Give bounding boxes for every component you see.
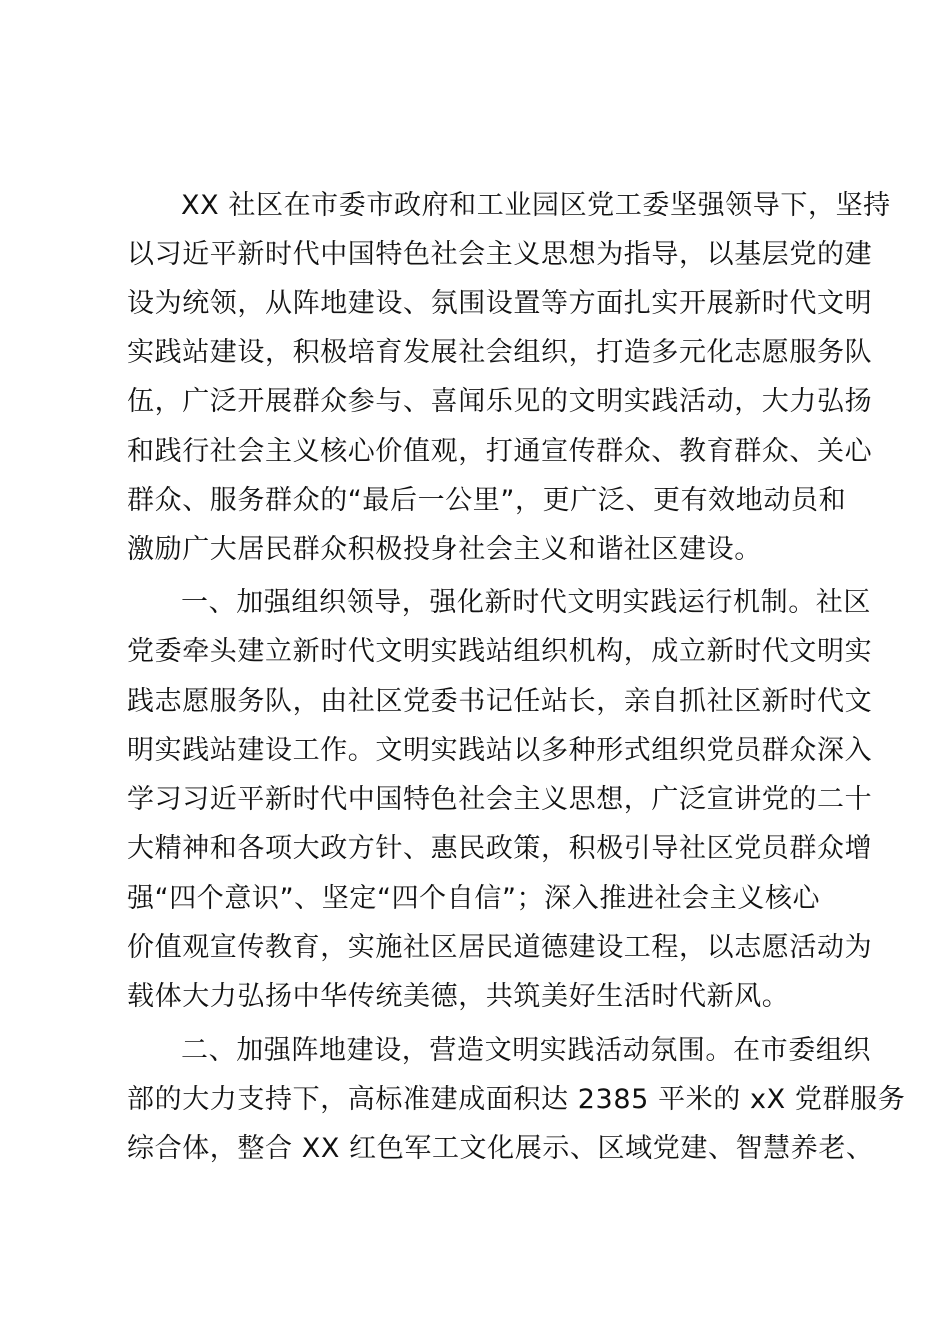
paragraph-1-line-3: 设为统领，从阵地建设、氛围设置等方面扎实开展新时代文明	[127, 288, 873, 319]
paragraph-1-line-8: 激励广大居民群众积极投身社会主义和谐社区建设。	[127, 534, 762, 565]
paragraph-1-line-4: 实践站建设，积极培育发展社会组织，打造多元化志愿服务队	[127, 337, 873, 368]
paragraph-2-line-7: 强“四个意识”、坚定“四个自信”；深入推进社会主义核心	[127, 883, 821, 914]
paragraph-1-line-2: 以习近平新时代中国特色社会主义思想为指导，以基层党的建	[127, 239, 873, 270]
paragraph-1-line-6: 和践行社会主义核心价值观，打通宣传群众、教育群众、关心	[127, 436, 873, 467]
paragraph-3-line-2: 部的大力支持下，高标准建成面积达 2385 平米的 xX 党群服务	[127, 1084, 906, 1115]
paragraph-3-line-3: 综合体，整合 XX 红色军工文化展示、区域党建、智慧养老、	[127, 1133, 874, 1164]
paragraph-3-line-1: 二、加强阵地建设，营造文明实践活动氛围。在市委组织	[181, 1035, 871, 1066]
paragraph-2-line-9: 载体大力弘扬中华传统美德，共筑美好生活时代新风。	[127, 981, 790, 1012]
paragraph-2-line-3: 践志愿服务队，由社区党委书记任站长，亲自抓社区新时代文	[127, 686, 873, 717]
paragraph-1-line-7: 群众、服务群众的“最后一公里”，更广泛、更有效地动员和	[127, 485, 847, 516]
paragraph-1-line-5: 伍，广泛开展群众参与、喜闻乐见的文明实践活动，大力弘扬	[127, 386, 873, 417]
paragraph-2-line-4: 明实践站建设工作。文明实践站以多种形式组织党员群众深入	[127, 735, 873, 766]
paragraph-1-line-1: XX 社区在市委市政府和工业园区党工委坚强领导下，坚持	[181, 190, 891, 221]
paragraph-2-line-2: 党委牵头建立新时代文明实践站组织机构，成立新时代文明实	[127, 636, 873, 667]
paragraph-2-line-1: 一、加强组织领导，强化新时代文明实践运行机制。社区	[181, 587, 871, 618]
paragraph-2-line-8: 价值观宣传教育，实施社区居民道德建设工程，以志愿活动为	[127, 932, 873, 963]
paragraph-2-line-5: 学习习近平新时代中国特色社会主义思想，广泛宣讲党的二十	[127, 784, 873, 815]
paragraph-2-line-6: 大精神和各项大政方针、惠民政策，积极引导社区党员群众增	[127, 833, 873, 864]
